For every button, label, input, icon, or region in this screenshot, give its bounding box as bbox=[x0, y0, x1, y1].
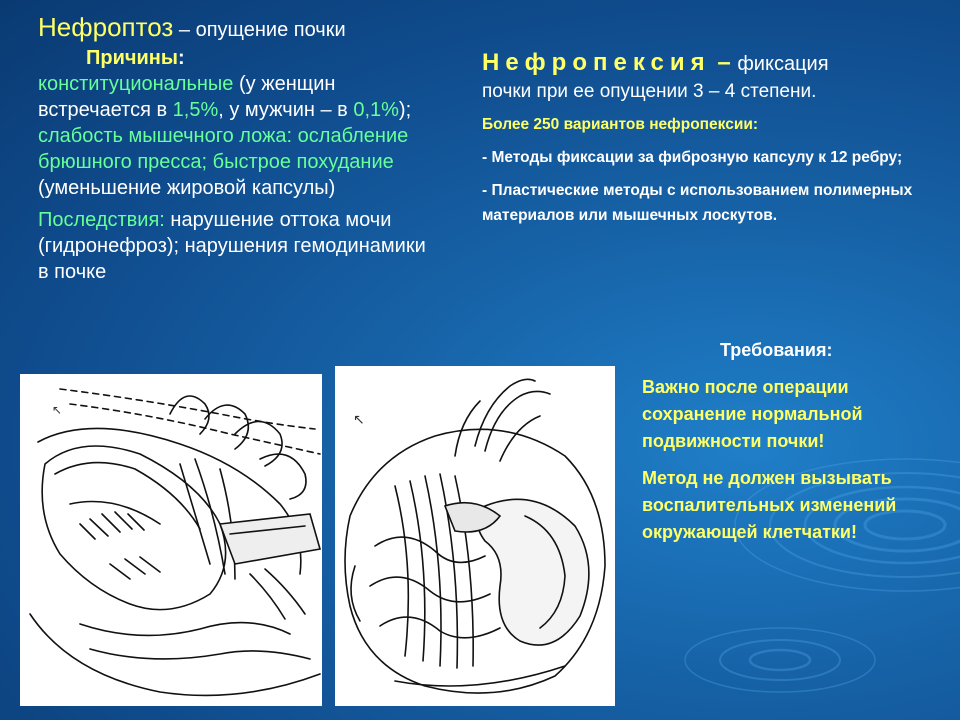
variants-count: Более 250 вариантов нефропексии: bbox=[482, 116, 759, 133]
cause-text-a: (у женщин встречается в bbox=[38, 73, 336, 121]
nephropexy-block bbox=[482, 48, 942, 228]
cause-constitutional: конституциональные bbox=[38, 73, 234, 95]
nephroptosis-title-line bbox=[38, 12, 438, 45]
cause-text-b: , у мужчин – в bbox=[218, 99, 354, 121]
causes-text bbox=[38, 71, 438, 201]
method-fibrous-capsule: - Методы фиксации за фиброзную капсулу к 12 ребру; bbox=[482, 149, 903, 166]
causes-heading: Причины bbox=[86, 47, 178, 69]
cause-fat-capsule: (уменьшение жировой капсулы) bbox=[38, 177, 336, 199]
consequences-body: нарушение оттока мочи (гидронефроз); нарушения гемодинамики в почке bbox=[38, 209, 426, 283]
pct-women: 1,5% bbox=[172, 99, 219, 121]
surgery-figure-left bbox=[20, 374, 322, 706]
requirement-no-inflammation: Метод не должен вызывать воспалительных изменений окружающей клетчатки! bbox=[642, 468, 897, 542]
nephropexy-title: Нефропексия bbox=[482, 49, 711, 76]
cause-text-c: ); bbox=[398, 99, 412, 121]
nephropexy-title-line bbox=[482, 48, 942, 79]
causes-heading-line bbox=[86, 45, 438, 71]
nephroptosis-block bbox=[38, 12, 438, 285]
causes-colon: : bbox=[177, 47, 185, 69]
svg-text:↖: ↖ bbox=[52, 403, 63, 417]
nephroptosis-definition: – опущение почки bbox=[173, 19, 346, 41]
nephropexy-definition: фиксация bbox=[737, 53, 829, 75]
method-plastic: - Пластические методы с использованием полимерных материалов или мышечных лоскутов. bbox=[482, 182, 913, 224]
nephropexy-subtitle: почки при ее опущении 3 – 4 степени. bbox=[482, 81, 817, 102]
cause-muscle-weakness: слабость мышечного ложа: ослабление брюшного пресса; быстрое похудание bbox=[38, 125, 409, 173]
requirements-list bbox=[642, 374, 942, 556]
consequences-heading: Последствия: bbox=[38, 209, 165, 231]
consequences-text bbox=[38, 207, 438, 285]
surgery-figure-right bbox=[335, 366, 615, 706]
nephropexy-illustration-icon bbox=[335, 366, 615, 706]
nephropexy-title-dash: – bbox=[710, 49, 738, 76]
pct-men: 0,1% bbox=[353, 99, 399, 121]
requirements-title: Требования: bbox=[720, 340, 833, 360]
svg-text:↖: ↖ bbox=[353, 412, 365, 428]
requirement-mobility: Важно после операции сохранение нормальной подвижности почки! bbox=[642, 377, 863, 451]
kidney-suture-illustration-icon bbox=[20, 374, 322, 706]
nephroptosis-title: Нефроптоз bbox=[38, 12, 174, 42]
